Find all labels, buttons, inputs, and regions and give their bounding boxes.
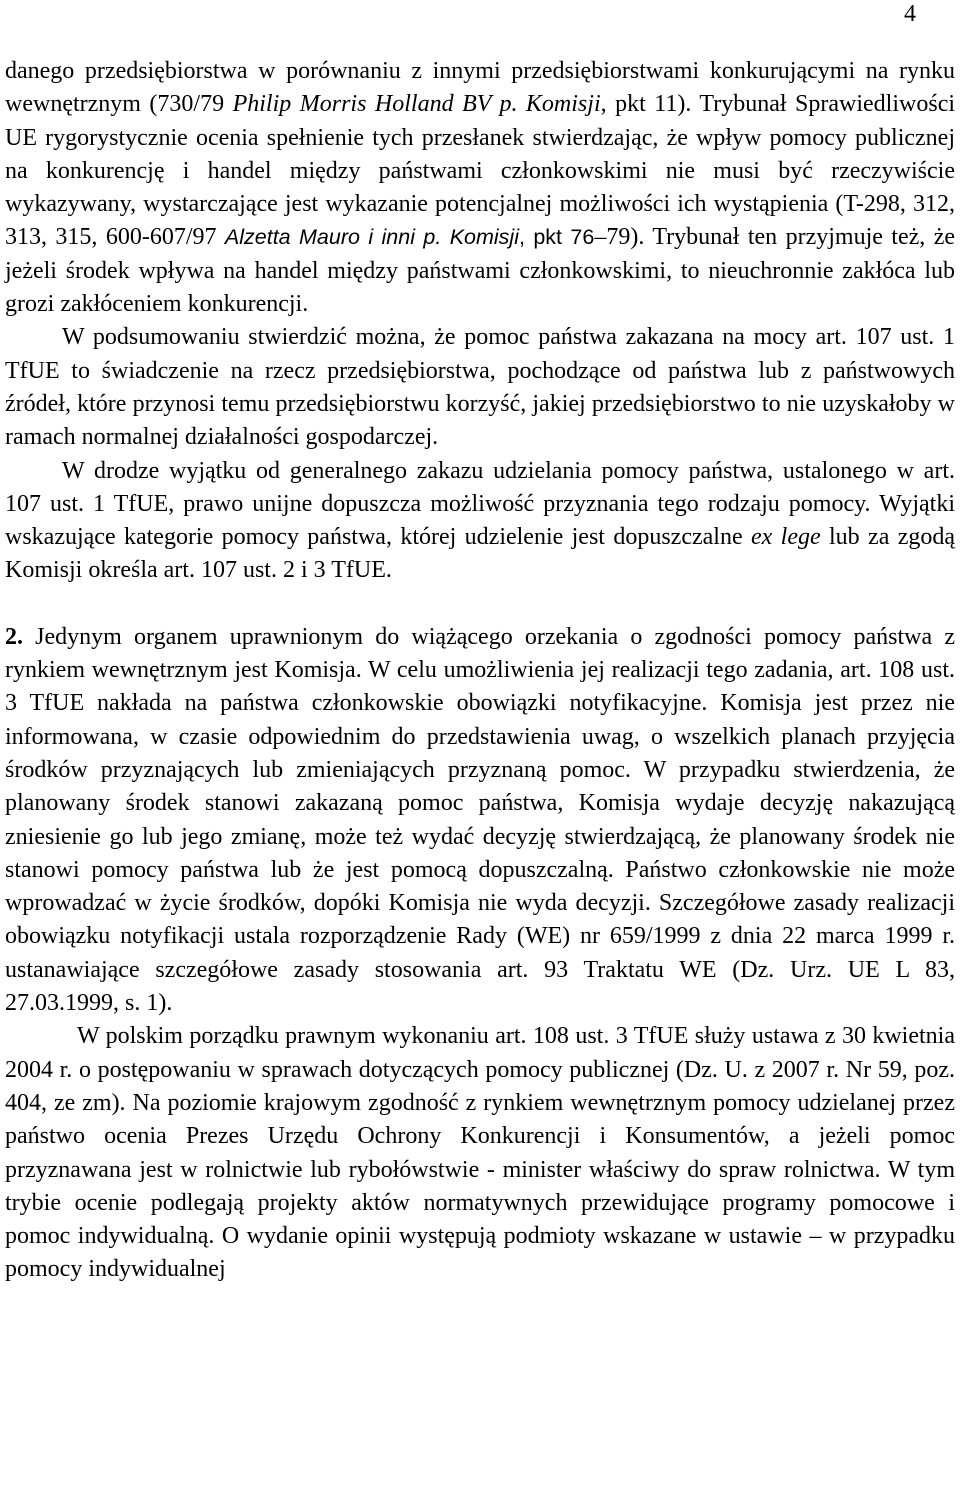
paragraph-4	[5, 621, 955, 1021]
case-citation: Philip Morris Holland BV p. Komisji	[232, 91, 601, 118]
document-body	[5, 55, 955, 1287]
text-run: , pkt 11). Trybunał Sprawiedliwości UE rygorystycznie ocenia spełnienie tych przesłanek stwierdzając, że wpływ pomocy publicznej na konkurencję i handel między państwami członkowskimi nie musi być rzeczywiście wykazywany, wystarczające jest wykazanie potencjalnej możliwości ich wystąpienia (T-298, 312, 313, 315, 600-607/97	[5, 91, 956, 251]
page-number: 4	[904, 1, 916, 27]
section-number: 2.	[5, 623, 23, 650]
en-dash: –	[594, 224, 607, 251]
text-run: Jedynym organem uprawnionym do wiążącego orzekania o zgodności pomocy państwa z rynkiem wewnętrznym jest Komisja. W celu umożliwienia jej realizacji tego zadania, art. 108 ust. 3 TfUE nakłada na państwa członkowskie obowiązki notyfikacyjne. Komisja jest przez nie informowana, w czasie odpowiednim do przedstawienia uwag, o wszelkich planach przyjęcia środków przyznających lub zmieniających przyznaną pomoc. W przypadku stwierdzenia, że planowany środek stanowi zakazaną pomoc państwa, Komisja wydaje decyzję nakazującą zniesienie go lub jego zmianę, może też wydać decyzję stwierdzającą, że planowany środek nie stanowi pomocy państwa lub że jest pomocą dopuszczalną. Państwo członkowskie nie może wprowadzać w życie środków, dopóki Komisja nie wyda decyzji. Szczegółowe zasady realizacji obowiązku notyfikacji ustala rozporządzenie Rady (WE) nr 659/1999 z dnia 22 marca 1999 r. ustanawiające szczegółowe zasady stosowania art. 93 Traktatu WE (Dz. Urz. UE L 83, 27.03.1999, s. 1).	[5, 623, 955, 1017]
text-run: danego przedsiębiorstwa w porównaniu z innymi przedsiębiorstwami konkurującymi na rynku wewnętrznym (730/79	[5, 58, 955, 118]
paragraph-3	[5, 455, 955, 588]
text-run: W drodze wyjątku od generalnego zakazu udzielania pomocy państwa, ustalonego w art. 107 ust. 1 TfUE, prawo unijne dopuszcza możliwość przyznania tego rodzaju pomocy. Wyjątki wskazujące kategorie pomocy państwa, której udzielenie jest dopuszczalne	[5, 457, 955, 551]
latin-term: ex lege	[750, 524, 821, 551]
paragraph-1	[5, 55, 955, 321]
text-run: lub za zgodą Komisji określa art. 107 ust. 2 i 3 TfUE.	[5, 524, 956, 584]
paragraph-5: W polskim porządku prawnym wykonaniu art. 108 ust. 3 TfUE służy ustawa z 30 kwietnia 2004 r. o postępowaniu w sprawach dotyczących pomocy publicznej (Dz. U. z 2007 r. Nr 59, poz. 404, ze zm). Na poziomie krajowym zgodność z rynkiem wewnętrznym pomocy udzielanej przez państwo ocenia Prezes Urzędu Ochrony Konkurencji i Konsumentów, a jeżeli pomoc przyznawana jest w rolnictwie lub rybołówstwie - minister właściwy do spraw rolnictwa. W tym trybie ocenie podlegają projekty aktów normatywnych przewidujące programy pomocowe i pomoc indywidualną. O wydanie opinii występują podmioty wskazane w ustawie – w przypadku pomocy indywidualnej	[5, 1023, 955, 1283]
text-run: , pkt 76	[518, 225, 595, 250]
text-run: 79). Trybunał ten przyjmuje też, że jeżeli środek wpływa na handel między państwami członkowskimi, to nieuchronnie zakłóca lub grozi zakłóceniem konkurencji.	[5, 224, 956, 318]
paragraph-2: W podsumowaniu stwierdzić można, że pomoc państwa zakazana na mocy art. 107 ust. 1 TfUE to świadczenie na rzecz przedsiębiorstwa, pochodzące od państwa lub z państwowych źródeł, które przynosi temu przedsiębiorstwu korzyść, jakiej przedsiębiorstwo to nie uzyskałoby w ramach normalnej działalności gospodarczej.	[5, 324, 955, 451]
case-citation: Alzetta Mauro i inni p. Komisji	[224, 225, 519, 250]
